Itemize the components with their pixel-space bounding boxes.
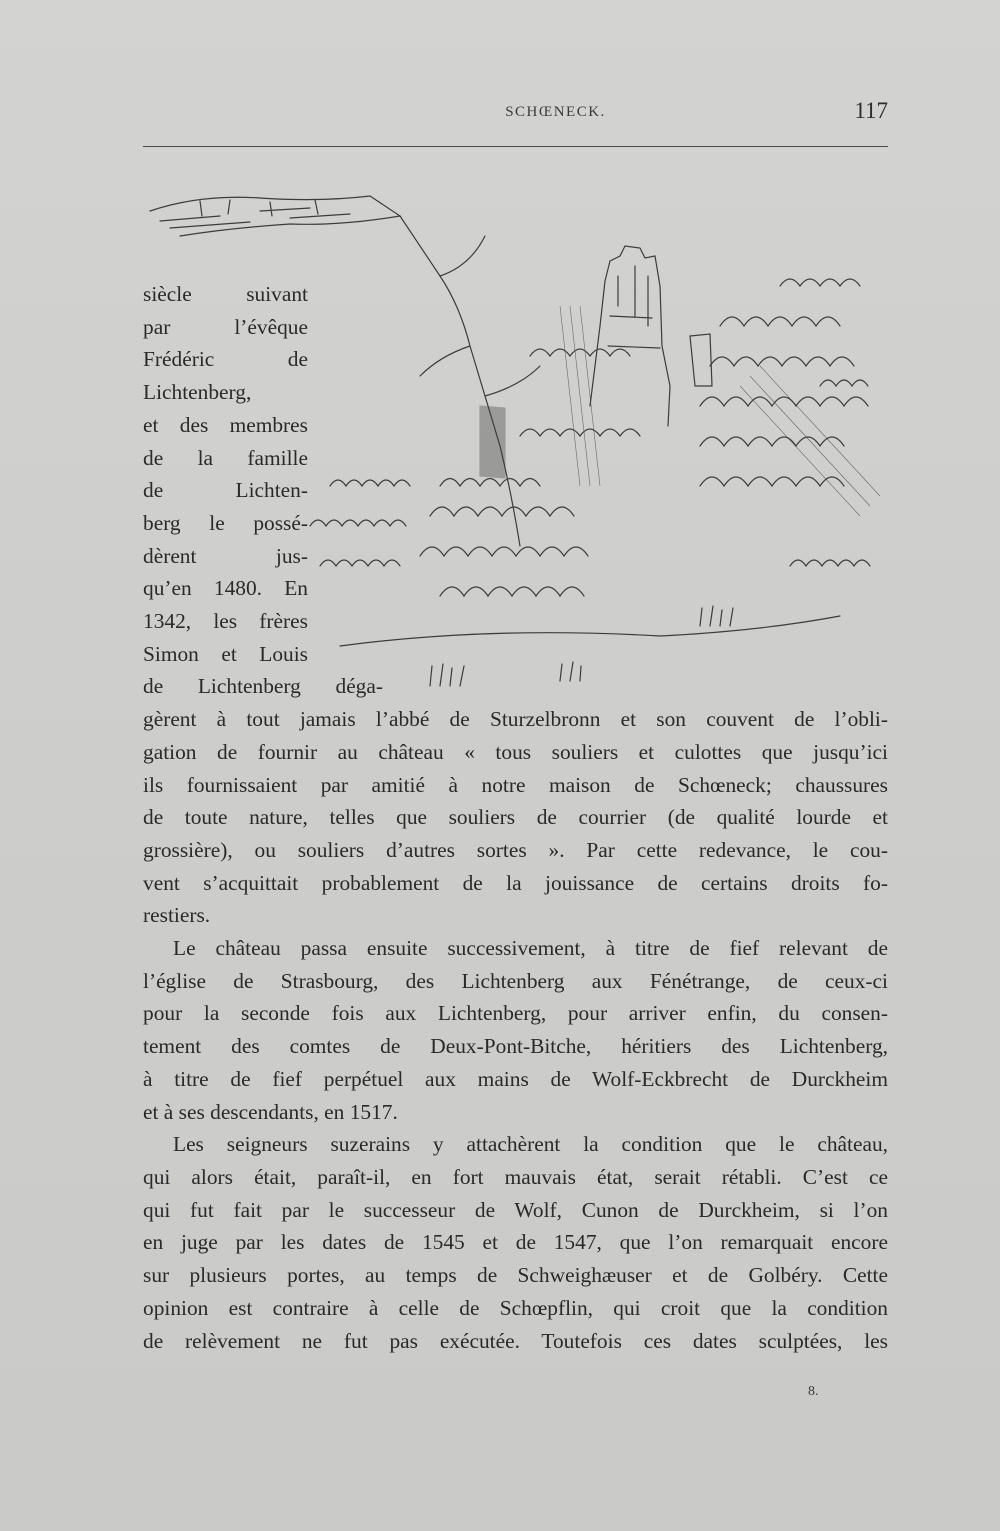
page-number: 117 bbox=[854, 98, 888, 123]
running-title: SCHŒNECK. bbox=[505, 104, 606, 120]
paragraph-1 bbox=[143, 703, 888, 932]
text-line: et à ses descendants, en 1517. bbox=[143, 1099, 398, 1124]
paragraph-3 bbox=[143, 1128, 888, 1357]
text-line: qui alors était, paraît-il, en fort mauvais état, serait rétabli. C’est ce bbox=[143, 1164, 888, 1189]
text-line: restiers. bbox=[143, 903, 211, 928]
paragraph-2 bbox=[143, 932, 888, 1128]
text-line: Le château passa ensuite successivement, à titre de fief relevant de bbox=[173, 936, 888, 961]
text-line: grossière), ou souliers d’autres sortes ». Par cette redevance, le cou- bbox=[143, 837, 888, 862]
text-line: vent s’acquittait probablement de la jouissance de certains droits fo- bbox=[143, 870, 888, 895]
text-line: de toute nature, telles que souliers de courrier (de qualité lourde et bbox=[143, 805, 888, 830]
text-line: 1342, les frères bbox=[143, 609, 308, 634]
header-rule bbox=[143, 146, 888, 147]
text-line: Simon et Louis bbox=[143, 641, 308, 666]
text-line: à titre de fief perpétuel aux mains de Wolf-Eckbrecht de Durckheim bbox=[143, 1066, 888, 1091]
text-line: de la famille bbox=[143, 445, 308, 470]
text-line: gèrent à tout jamais l’abbé de Sturzelbronn et son couvent de l’obli- bbox=[143, 707, 888, 732]
signature-mark: 8. bbox=[808, 1384, 819, 1399]
text-line: sur plusieurs portes, au temps de Schweighæuser et de Golbéry. Cette bbox=[143, 1263, 888, 1288]
text-line: en juge par les dates de 1545 et de 1547, que l’on remarquait encore bbox=[143, 1230, 888, 1255]
text-line: Frédéric de bbox=[143, 347, 308, 372]
text-line: qui fut fait par le successeur de Wolf, Cunon de Durckheim, si l’on bbox=[143, 1197, 888, 1222]
text-line: de relèvement ne fut pas exécutée. Toutefois ces dates sculptées, les bbox=[143, 1328, 888, 1353]
text-line: berg le possé- bbox=[143, 510, 308, 535]
wrap-around-lines bbox=[143, 278, 888, 703]
text-line: et des membres bbox=[143, 412, 308, 437]
text-line: qu’en 1480. En bbox=[143, 576, 308, 601]
text-line: opinion est contraire à celle de Schœpflin, qui croit que la condition bbox=[143, 1295, 888, 1320]
text-line: tement des comtes de Deux-Pont-Bitche, héritiers des Lichtenberg, bbox=[143, 1034, 888, 1059]
text-line: pour la seconde fois aux Lichtenberg, pour arriver enfin, du consen- bbox=[143, 1001, 888, 1026]
text-line: Lichtenberg, bbox=[143, 380, 252, 405]
body-text bbox=[143, 278, 888, 1357]
text-line: l’église de Strasbourg, des Lichtenberg aux Fénétrange, de ceux-ci bbox=[143, 968, 888, 993]
text-line: Les seigneurs suzerains y attachèrent la condition que le château, bbox=[173, 1132, 888, 1157]
text-line: par l’évêque bbox=[143, 314, 308, 339]
text-line: dèrent jus- bbox=[143, 543, 308, 568]
text-line: de Lichten- bbox=[143, 478, 308, 503]
text-line: de Lichtenberg déga- bbox=[143, 674, 383, 699]
text-line: gation de fournir au château « tous souliers et culottes que jusqu’ici bbox=[143, 739, 888, 764]
text-line: siècle suivant bbox=[143, 282, 308, 306]
running-head bbox=[143, 98, 888, 128]
text-line: ils fournissaient par amitié à notre maison de Schœneck; chaussures bbox=[143, 772, 888, 797]
